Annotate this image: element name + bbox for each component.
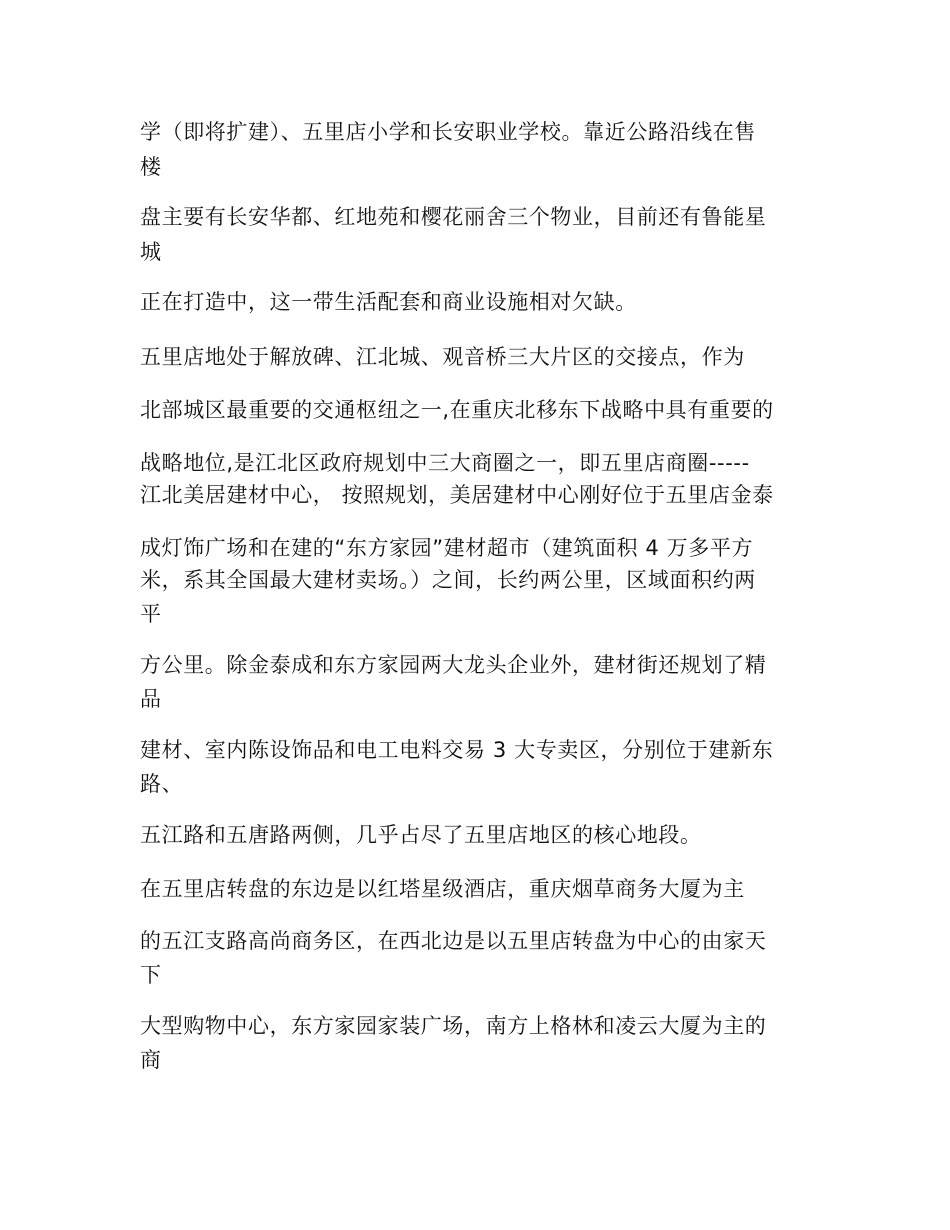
text-line: 建材、室内陈设饰品和电工电料交易 3 大专卖区，分别位于建新东 xyxy=(140,738,774,762)
text-line: 五里店地处于解放碑、江北城、观音桥三大片区的交接点，作为 xyxy=(140,345,745,369)
text-line: 战略地位,是江北区政府规划中三大商圈之一，即五里店商圈----- xyxy=(140,451,750,475)
text-line: 北部城区最重要的交通枢纽之一,在重庆北移东下战略中具有重要的 xyxy=(140,398,774,422)
text-line: 在五里店转盘的东边是以红塔星级酒店，重庆烟草商务大厦为主 xyxy=(140,877,745,901)
text-line: 江北美居建材中心， 按照规划，美居建材中心刚好位于五里店金泰 xyxy=(140,483,774,507)
text-line: 正在打造中，这一带生活配套和商业设施相对欠缺。 xyxy=(140,290,637,314)
text-line: 下 xyxy=(140,963,162,987)
text-line: 成灯饰广场和在建的“东方家园”建材超市（建筑面积 4 万多平方 xyxy=(140,536,754,560)
text-line: 五江路和五唐路两侧，几乎占尽了五里店地区的核心地段。 xyxy=(140,823,702,847)
text-line: 平 xyxy=(140,602,162,626)
text-line: 商 xyxy=(140,1048,162,1072)
text-line: 米，系其全国最大建材卖场。）之间，长约两公里，区域面积约两 xyxy=(140,568,756,592)
text-line: 楼 xyxy=(140,155,162,179)
text-line: 城 xyxy=(140,240,162,264)
text-line: 盘主要有长安华都、红地苑和樱花丽舍三个物业，目前还有鲁能星 xyxy=(140,205,767,229)
text-line: 大型购物中心，东方家园家装广场，南方上格林和凌云大厦为主的 xyxy=(140,1014,767,1038)
text-line: 方公里。除金泰成和东方家园两大龙头企业外，建材街还规划了精 xyxy=(140,653,767,677)
text-line: 的五江支路高尚商务区，在西北边是以五里店转盘为中心的由家天 xyxy=(140,929,767,953)
text-line: 品 xyxy=(140,687,162,711)
text-line: 路、 xyxy=(140,772,184,796)
text-line: 学（即将扩建）、五里店小学和长安职业学校。靠近公路沿线在售 xyxy=(140,120,756,144)
